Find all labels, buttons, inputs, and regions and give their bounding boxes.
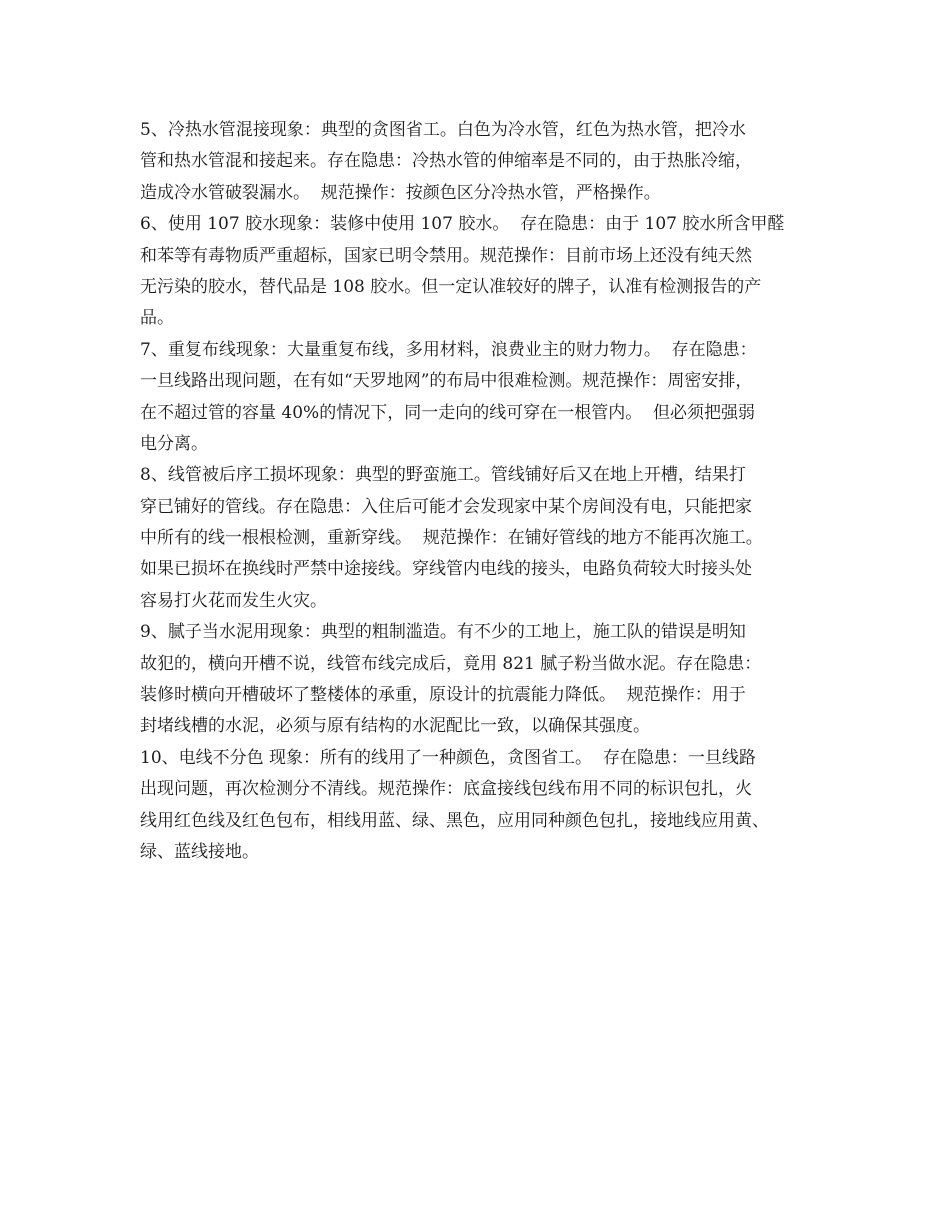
text-line: 7、重复布线现象：大量重复布线，多用材料，浪费业主的财力物力。 存在隐患： (140, 339, 757, 360)
text-line: 9、腻子当水泥用现象：典型的粗制滥造。有不少的工地上，施工队的错误是明知 (140, 622, 746, 643)
text-line: 绿、蓝线接地。 (140, 841, 259, 862)
text-line: 6、使用 107 胶水现象：装修中使用 107 胶水。 存在隐患：由于 107 胶水所含甲醛 (140, 214, 785, 235)
text-line: 穿已铺好的管线。存在隐患：入住后可能才会发现家中某个房间没有电，只能把家 (140, 496, 752, 517)
text-line: 在不超过管的容量 40%的情况下，同一走向的线可穿在一根管内。 但必须把强弱 (140, 402, 755, 423)
text-line: 封堵线槽的水泥，必须与原有结构的水泥配比一致，以确保其强度。 (140, 716, 650, 737)
text-line: 线用红色线及红色包布，相线用蓝、绿、黑色，应用同种颜色包扎，接地线应用黄、 (140, 810, 769, 831)
text-line: 无污染的胶水，替代品是 108 胶水。但一定认准较好的牌子，认准有检测报告的产 (140, 276, 762, 297)
text-line: 一旦线路出现问题，在有如“天罗地网”的布局中很难检测。规范操作：周密安排， (140, 371, 753, 392)
text-line: 出现问题，再次检测分不清线。规范操作：底盒接线包线布用不同的标识包扎，火 (140, 779, 752, 800)
text-line: 管和热水管混和接起来。存在隐患：冷热水管的伸缩率是不同的，由于热胀冷缩， (140, 151, 752, 172)
text-line: 故犯的，横向开槽不说，线管布线完成后，竟用 821 腻子粉当做水泥。存在隐患： (140, 653, 762, 674)
text-line: 和苯等有毒物质严重超标，国家已明令禁用。规范操作：目前市场上还没有纯天然 (140, 245, 752, 266)
text-line: 造成冷水管破裂漏水。 规范操作：按颜色区分冷热水管，严格操作。 (140, 182, 661, 203)
text-line: 品。 (140, 308, 174, 329)
text-line: 容易打火花而发生火灾。 (140, 590, 327, 611)
document-body (140, 115, 830, 868)
text-line: 装修时横向开槽破坏了整楼体的承重，原设计的抗震能力降低。 规范操作：用于 (140, 685, 746, 706)
text-line: 如果已损坏在换线时严禁中途接线。穿线管内电线的接头，电路负荷较大时接头处 (140, 559, 752, 580)
text-line: 电分离。 (140, 433, 208, 454)
text-line: 5、冷热水管混接现象：典型的贪图省工。白色为冷水管，红色为热水管，把冷水 (140, 120, 746, 140)
text-line: 8、线管被后序工损坏现象：典型的野蛮施工。管线铺好后又在地上开槽，结果打 (140, 465, 746, 486)
text-line: 中所有的线一根根检测，重新穿线。 规范操作：在铺好管线的地方不能再次施工。 (140, 528, 763, 549)
text-line: 10、电线不分色 现象：所有的线用了一种颜色，贪图省工。 存在隐患：一旦线路 (140, 747, 756, 768)
